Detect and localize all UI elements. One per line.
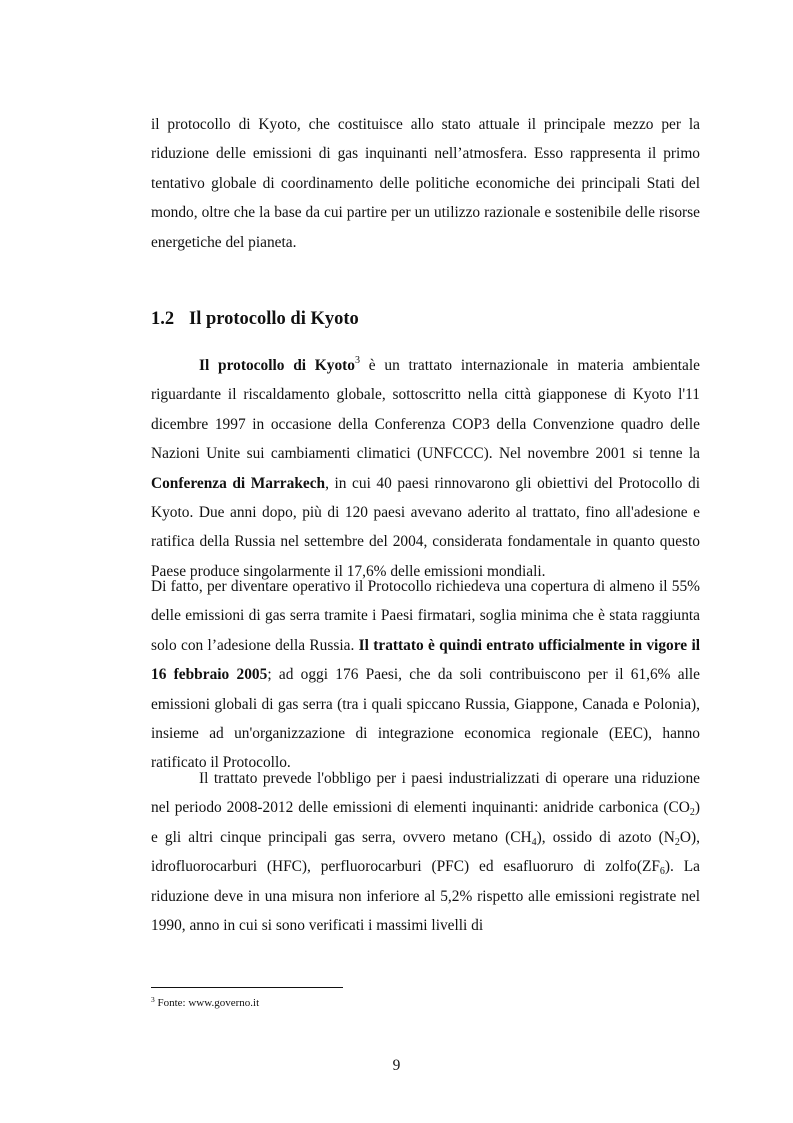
bold-protocol-name: Il protocollo di Kyoto (199, 357, 355, 374)
paragraph2-text-b: ; ad oggi 176 Paesi, che da soli contribuiscono per il 61,6% alle emissioni globali di gas serra (tra i quali spiccano Russia, Giappone, Canada e Polonia), insieme ad un'organizzazione di integrazione economica regionale (EEC), hanno ratificato il Protocollo. (151, 666, 700, 772)
footnote (151, 995, 259, 1011)
paragraph2-text-a: Di fatto, per diventare operativo il Protocollo richiedeva una copertura di almeno il 55% delle emissioni di gas serra tramite i Paesi firmatari, soglia minima che è stata raggiunta solo con l’adesione della Russia. (151, 578, 700, 654)
paragraph3-text: O), idrofluorocarburi (HFC), perfluorocarburi (PFC) ed esafluoruro di zolfo(ZF (151, 828, 700, 876)
subscript: 6 (659, 866, 665, 878)
subscript: 4 (531, 836, 537, 848)
paragraph3-text: ) e gli altri cinque principali gas serra, ovvero metano (CH (151, 799, 700, 846)
paragraph-kyoto-intro (151, 351, 700, 586)
section-number: 1.2 (151, 309, 175, 329)
paragraph3-text: Il trattato prevede l'obbligo per i paesi industrializzati di operare una riduzione nel periodo 2008-2012 delle emissioni di elementi inquinanti: anidride carbonica (CO (151, 770, 700, 817)
bold-conference-name: Conferenza di Marrakech (151, 474, 326, 492)
footnote-text: Fonte: www.governo.it (154, 997, 260, 1009)
paragraph3-text: ). La riduzione deve in una misura non inferiore al 5,2% rispetto alle emissioni registrate nel 1990, anno in cui si sono verificati i massimi livelli di (151, 858, 700, 935)
page-number: 9 (392, 1057, 401, 1074)
paragraph1-text-a: è un trattato internazionale in materia ambientale riguardante il riscaldamento globale, sottoscritto nella città giapponese di Kyoto l'11 dicembre 1997 in occasione della Conferenza COP3 della Convenzione quadro delle Nazioni Unite sui cambiamenti climatici (UNFCCC). Nel novembre 2001 si tenne la (151, 357, 700, 463)
footnote-reference[interactable]: 3 (355, 355, 360, 366)
intro-paragraph (151, 110, 700, 257)
intro-text: il protocollo di Kyoto, che costituisce allo stato attuale il principale mezzo per la riduzione delle emissioni di gas inquinanti nell’atmosfera. Esso rappresenta il primo tentativo globale di coordinamento delle politiche economiche dei principali Stati del mondo, oltre che la base da cui partire per un utilizzo razionale e sostenibile delle risorse energetiche del pianeta. (151, 116, 700, 251)
section-title: Il protocollo di Kyoto (189, 309, 359, 329)
subscript: 2 (689, 807, 695, 819)
paragraph3-text: ), ossido di azoto (N (536, 828, 675, 846)
paragraph1-text-b: , in cui 40 paesi rinnovarono gli obiettivi del Protocollo di Kyoto. Due anni dopo, più di 120 paesi avevano aderito al trattato, fino all'adesione e ratifica della Russia nel settembre del 2004, considerata fondamentale in quanto questo Paese produce singolarmente il 17,6% delle emissioni mondiali. (151, 474, 700, 580)
paragraph-obligations (151, 764, 700, 940)
footnote-divider (151, 987, 343, 988)
subscript: 2 (674, 836, 680, 848)
paragraph-ratification (151, 572, 700, 778)
section-heading (151, 306, 359, 332)
bold-entry-into-force: Il trattato è quindi entrato ufficialmente in vigore il 16 febbraio 2005 (151, 636, 700, 684)
footnote-marker: 3 (151, 995, 155, 1004)
